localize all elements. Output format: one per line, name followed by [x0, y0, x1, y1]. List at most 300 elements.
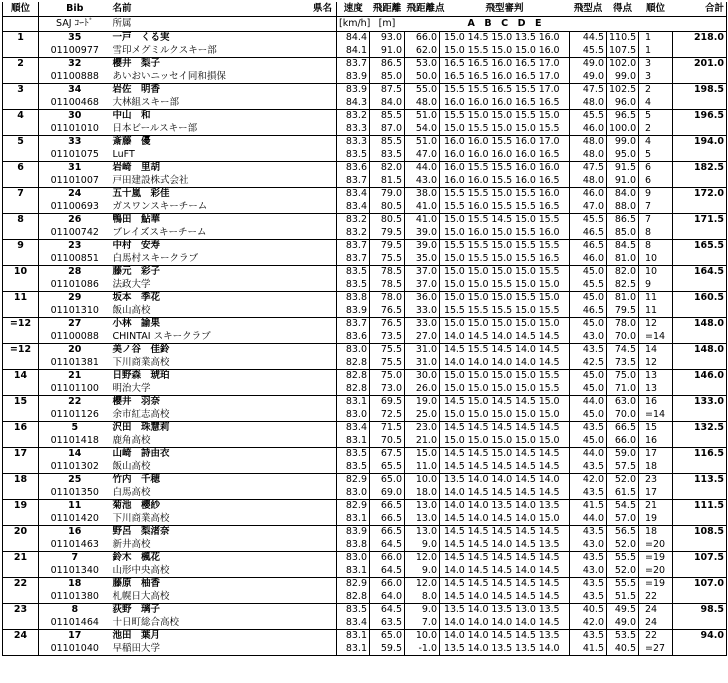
points-1: 74.5: [607, 344, 639, 357]
header-distance: 飛距離: [370, 2, 405, 17]
distance-2: 65.5: [370, 461, 405, 474]
athlete-row-second: [3, 305, 727, 318]
points-1: 81.0: [607, 292, 639, 305]
distance-2: 64.5: [370, 565, 405, 578]
club: 法政大学: [112, 278, 151, 290]
points-1: 78.0: [607, 318, 639, 331]
rank: =12: [3, 344, 39, 357]
athlete-name: 藤元 彩子: [111, 266, 337, 279]
rank: 21: [3, 552, 39, 565]
judge-scores-1: 16.0 15.5 15.5 16.0 16.0: [440, 162, 570, 175]
distance-1: 66.5: [370, 526, 405, 539]
judge-scores-2: 15.0 15.0 15.0 15.0 15.5: [440, 383, 570, 396]
rank: 11: [3, 292, 39, 305]
distance-1: 93.0: [370, 32, 405, 45]
order-2: 12: [639, 357, 673, 370]
distance-1: 78.5: [370, 266, 405, 279]
header-total: 合計: [673, 2, 727, 17]
distance-points-2: 48.0: [405, 97, 440, 110]
header-speed: 速度: [337, 2, 370, 17]
total: 165.5: [673, 240, 727, 253]
athlete-row: [3, 344, 727, 357]
speed-2: 83.8: [337, 539, 370, 552]
athlete-name: 沢田 珠慧莉: [111, 422, 337, 435]
header-style-points: 飛型点: [570, 2, 607, 17]
order-2: 8: [639, 227, 673, 240]
distance-points-2: 9.0: [405, 565, 440, 578]
header-pref-label: 県名: [312, 2, 332, 14]
judge-scores-1: 15.5 15.5 15.0 15.5 16.0: [440, 188, 570, 201]
speed-2: 84.3: [337, 97, 370, 110]
distance-1: 66.0: [370, 578, 405, 591]
judge-scores-1: 14.5 15.0 14.5 14.5 15.0: [440, 396, 570, 409]
club: ブレイズスキーチーム: [112, 226, 207, 238]
total: 148.0: [673, 318, 727, 331]
distance-points-2: 31.0: [405, 357, 440, 370]
bib: 29: [39, 292, 111, 305]
order-1: 2: [639, 84, 673, 97]
club: 白馬村スキークラブ: [112, 252, 199, 264]
club: 新井高校: [112, 538, 151, 550]
style-points-1: 43.5: [570, 630, 607, 643]
distance-points-2: 39.0: [405, 227, 440, 240]
athlete-name: 竹内 千穂: [111, 474, 337, 487]
judge-scores-1: 15.0 15.0 15.0 15.0 15.5: [440, 370, 570, 383]
header-name: [111, 2, 337, 17]
judge-scores-1: 13.5 14.0 13.5 13.0 13.5: [440, 604, 570, 617]
distance-points-2: 33.0: [405, 305, 440, 318]
saj-code: 01101007: [50, 174, 99, 186]
distance-points-2: 25.0: [405, 409, 440, 422]
style-points-1: 47.5: [570, 162, 607, 175]
speed-1: 83.2: [337, 110, 370, 123]
points-2: 96.0: [607, 97, 639, 110]
points-1: 52.0: [607, 474, 639, 487]
club: 早稲田大学: [111, 643, 337, 656]
judge-scores-2: 14.5 14.0 14.5 14.0 15.0: [440, 513, 570, 526]
style-points-2: 43.5: [570, 461, 607, 474]
header-judges: 飛型審判: [440, 2, 570, 17]
total: 132.5: [673, 422, 727, 435]
distance-1: 79.0: [370, 188, 405, 201]
saj-code: 01101420: [50, 512, 99, 524]
header-row-2: [3, 17, 727, 32]
speed-2: 83.0: [337, 487, 370, 500]
judge-scores-1: 14.0 14.0 14.5 14.5 13.5: [440, 630, 570, 643]
style-points-2: 45.0: [570, 409, 607, 422]
club: 十日町総合高校: [112, 616, 180, 628]
header-order: 順位: [639, 2, 673, 17]
bib: 18: [39, 578, 111, 591]
order-1: 23: [639, 474, 673, 487]
points-1: 91.5: [607, 162, 639, 175]
saj-code: 01100468: [50, 96, 99, 108]
order-1: 21: [639, 500, 673, 513]
club: 余市紅志高校: [112, 408, 170, 420]
judge-scores-2: 15.5 15.5 15.5 15.0 15.5: [440, 305, 570, 318]
order-1: 24: [639, 604, 673, 617]
distance-points-1: 10.0: [405, 474, 440, 487]
order-1: 12: [639, 318, 673, 331]
athlete-row: [3, 604, 727, 617]
athlete-row-second: [3, 513, 727, 526]
style-points-2: 46.5: [570, 227, 607, 240]
order-1: 1: [639, 32, 673, 45]
bib: 8: [39, 604, 111, 617]
order-1: 22: [639, 630, 673, 643]
athlete-name: 鴨田 鮎華: [111, 214, 337, 227]
athlete-row: [3, 578, 727, 591]
points-2: 52.0: [607, 565, 639, 578]
athlete-row-second: [3, 45, 727, 58]
style-points-1: 44.5: [570, 32, 607, 45]
athlete-name: 岩崎 里胡: [111, 162, 337, 175]
total: 148.0: [673, 344, 727, 357]
distance-points-1: 30.0: [405, 370, 440, 383]
style-points-2: 41.5: [570, 643, 607, 656]
athlete-row: [3, 630, 727, 643]
judge-scores-1: 15.0 15.0 15.0 15.0 15.5: [440, 266, 570, 279]
style-points-2: 46.0: [570, 123, 607, 136]
style-points-2: 44.0: [570, 513, 607, 526]
distance-2: 69.0: [370, 487, 405, 500]
header-speed-unit: [km/h]: [337, 17, 370, 32]
athlete-name: 山崎 詩由衣: [111, 448, 337, 461]
speed-1: 83.5: [337, 266, 370, 279]
total: 111.5: [673, 500, 727, 513]
bib: 34: [39, 84, 111, 97]
order-2: 11: [639, 305, 673, 318]
distance-points-1: 23.0: [405, 422, 440, 435]
club: 札幌日大高校: [112, 590, 170, 602]
rank: 3: [3, 84, 39, 97]
total: 160.5: [673, 292, 727, 305]
order-1: 11: [639, 292, 673, 305]
rank: 14: [3, 370, 39, 383]
header-distance-points: 飛距離点: [405, 2, 440, 17]
athlete-row: [3, 84, 727, 97]
distance-points-1: 55.0: [405, 84, 440, 97]
athlete-row: [3, 110, 727, 123]
style-points-2: 42.5: [570, 357, 607, 370]
bib: 31: [39, 162, 111, 175]
points-1: 110.5: [607, 32, 639, 45]
bib: 7: [39, 552, 111, 565]
athlete-row: [3, 500, 727, 513]
speed-1: 82.9: [337, 474, 370, 487]
athlete-name: 荻野 璃子: [111, 604, 337, 617]
distance-2: 83.5: [370, 149, 405, 162]
distance-1: 86.5: [370, 58, 405, 71]
distance-points-2: 50.0: [405, 71, 440, 84]
points-1: 63.0: [607, 396, 639, 409]
total: 196.5: [673, 110, 727, 123]
header-distance-unit: [m]: [370, 17, 405, 32]
judge-scores-1: 15.0 14.5 15.0 13.5 16.0: [440, 32, 570, 45]
distance-points-1: 38.0: [405, 188, 440, 201]
athlete-row-second: [3, 97, 727, 110]
style-points-1: 46.0: [570, 188, 607, 201]
order-1: 15: [639, 422, 673, 435]
athlete-row-second: [3, 643, 727, 656]
club: 大林組スキー部: [112, 96, 180, 108]
athlete-row: [3, 214, 727, 227]
athlete-row-second: [3, 539, 727, 552]
total: 218.0: [673, 32, 727, 45]
style-points-1: 45.0: [570, 266, 607, 279]
points-1: 75.0: [607, 370, 639, 383]
rank: 23: [3, 604, 39, 617]
rank: 19: [3, 500, 39, 513]
order-1: =19: [639, 552, 673, 565]
points-2: 107.5: [607, 45, 639, 58]
style-points-1: 40.5: [570, 604, 607, 617]
speed-1: 83.8: [337, 292, 370, 305]
saj-code: 01100742: [50, 226, 99, 238]
distance-points-1: 66.0: [405, 32, 440, 45]
order-1: 6: [639, 162, 673, 175]
distance-2: 66.5: [370, 513, 405, 526]
total: 133.0: [673, 396, 727, 409]
distance-points-1: 44.0: [405, 162, 440, 175]
points-1: 53.5: [607, 630, 639, 643]
judge-scores-2: 15.0 15.0 15.0 15.0 15.0: [440, 409, 570, 422]
bib: 35: [39, 32, 111, 45]
style-points-1: 45.0: [570, 318, 607, 331]
saj-code: 01101381: [50, 356, 99, 368]
style-points-2: 48.0: [570, 175, 607, 188]
distance-1: 76.5: [370, 318, 405, 331]
speed-2: 83.3: [337, 123, 370, 136]
points-1: 49.5: [607, 604, 639, 617]
distance-2: 75.5: [370, 253, 405, 266]
style-points-2: 45.0: [570, 435, 607, 448]
rank: 9: [3, 240, 39, 253]
speed-2: 83.2: [337, 227, 370, 240]
athlete-row-second: [3, 435, 727, 448]
speed-2: 83.5: [337, 461, 370, 474]
club: 山形中央高校: [112, 564, 170, 576]
points-2: 99.0: [607, 71, 639, 84]
speed-2: 83.1: [337, 643, 370, 656]
club: 日本ビールスキー部: [112, 122, 198, 134]
judge-scores-1: 15.5 15.5 15.0 15.5 15.5: [440, 240, 570, 253]
total: 94.0: [673, 630, 727, 643]
distance-points-1: 10.0: [405, 630, 440, 643]
style-points-1: 45.0: [570, 370, 607, 383]
bib: 28: [39, 266, 111, 279]
judge-scores-1: 14.0 14.0 13.5 14.0 13.5: [440, 500, 570, 513]
rank: 24: [3, 630, 39, 643]
order-1: 8: [639, 240, 673, 253]
order-2: =20: [639, 539, 673, 552]
rank: 17: [3, 448, 39, 461]
style-points-2: 45.5: [570, 279, 607, 292]
judge-scores-2: 13.5 14.0 13.5 13.5 14.0: [440, 643, 570, 656]
distance-2: 70.5: [370, 435, 405, 448]
rank: 6: [3, 162, 39, 175]
saj-code: 01100977: [50, 44, 99, 56]
bib: 32: [39, 58, 111, 71]
distance-points-2: 18.0: [405, 487, 440, 500]
athlete-row: [3, 370, 727, 383]
judge-scores-1: 15.0 15.5 14.5 15.0 15.5: [440, 214, 570, 227]
speed-1: 83.1: [337, 630, 370, 643]
order-2: 10: [639, 253, 673, 266]
distance-points-2: 54.0: [405, 123, 440, 136]
rank: 10: [3, 266, 39, 279]
total: 107.0: [673, 578, 727, 591]
points-2: 91.0: [607, 175, 639, 188]
bib: 23: [39, 240, 111, 253]
saj-code: 01101463: [50, 538, 99, 550]
bib: 22: [39, 396, 111, 409]
judge-scores-1: 14.5 14.5 14.5 14.5 14.5: [440, 552, 570, 565]
speed-2: 83.4: [337, 617, 370, 630]
order-2: 22: [639, 591, 673, 604]
distance-points-1: 15.0: [405, 448, 440, 461]
judge-scores-2: 14.0 14.5 14.5 14.0 14.5: [440, 565, 570, 578]
points-2: 52.0: [607, 539, 639, 552]
distance-points-2: 47.0: [405, 149, 440, 162]
style-points-2: 49.0: [570, 71, 607, 84]
distance-1: 85.5: [370, 136, 405, 149]
distance-points-1: 12.0: [405, 552, 440, 565]
points-2: 100.0: [607, 123, 639, 136]
bib: 20: [39, 344, 111, 357]
distance-points-1: 53.0: [405, 58, 440, 71]
style-points-1: 49.0: [570, 58, 607, 71]
club: 下川商業高校: [112, 356, 170, 368]
athlete-row-second: [3, 123, 727, 136]
distance-1: 65.0: [370, 630, 405, 643]
saj-code: 01101086: [50, 278, 99, 290]
athlete-row-second: [3, 175, 727, 188]
rank: 18: [3, 474, 39, 487]
rank: =12: [3, 318, 39, 331]
athlete-row: [3, 318, 727, 331]
distance-points-1: 31.0: [405, 344, 440, 357]
judge-scores-2: 14.0 14.0 14.0 14.0 14.5: [440, 357, 570, 370]
style-points-1: 43.5: [570, 578, 607, 591]
header-saj-code: SAJ ｺｰﾄﾞ: [39, 17, 111, 32]
athlete-name: 櫻井 羽奈: [111, 396, 337, 409]
club: ガスワンスキーチーム: [112, 200, 208, 212]
order-2: =27: [639, 643, 673, 656]
saj-code: 01101310: [50, 304, 99, 316]
style-points-2: 47.0: [570, 201, 607, 214]
saj-code: 01101126: [50, 408, 99, 420]
speed-1: 83.0: [337, 344, 370, 357]
distance-2: 91.0: [370, 45, 405, 58]
style-points-1: 41.5: [570, 500, 607, 513]
distance-points-2: 13.0: [405, 513, 440, 526]
athlete-name: 美ノ谷 佳鈴: [111, 344, 337, 357]
judge-scores-1: 15.0 15.0 15.0 15.0 15.0: [440, 318, 570, 331]
athlete-name: 五十嵐 彩佳: [111, 188, 337, 201]
athlete-name: 野呂 梨渚奈: [111, 526, 337, 539]
distance-1: 87.5: [370, 84, 405, 97]
total: 171.5: [673, 214, 727, 227]
athlete-row: [3, 448, 727, 461]
distance-1: 85.5: [370, 110, 405, 123]
judge-scores-1: 15.5 15.5 16.5 15.5 17.0: [440, 84, 570, 97]
style-points-2: 42.0: [570, 617, 607, 630]
style-points-1: 43.5: [570, 422, 607, 435]
athlete-name: 岩佐 明香: [111, 84, 337, 97]
points-2: 61.5: [607, 487, 639, 500]
points-2: 70.0: [607, 331, 639, 344]
judge-scores-2: 14.5 14.5 14.0 14.5 13.5: [440, 539, 570, 552]
distance-1: 78.0: [370, 292, 405, 305]
points-2: 70.0: [607, 409, 639, 422]
speed-1: 83.9: [337, 526, 370, 539]
style-points-1: 43.5: [570, 344, 607, 357]
saj-code: 01100888: [50, 70, 99, 82]
points-2: 95.0: [607, 149, 639, 162]
header-points: 得点: [607, 2, 639, 17]
athlete-row-second: [3, 565, 727, 578]
style-points-1: 45.5: [570, 214, 607, 227]
club: 飯山高校: [112, 460, 151, 472]
distance-points-1: 51.0: [405, 136, 440, 149]
total: 116.5: [673, 448, 727, 461]
speed-1: 83.7: [337, 240, 370, 253]
distance-2: 72.5: [370, 409, 405, 422]
order-2: 18: [639, 461, 673, 474]
distance-2: 78.5: [370, 279, 405, 292]
athlete-row-second: [3, 487, 727, 500]
distance-2: 75.5: [370, 357, 405, 370]
order-2: 7: [639, 201, 673, 214]
points-2: 71.0: [607, 383, 639, 396]
athlete-row: [3, 396, 727, 409]
judge-scores-1: 16.0 16.0 15.5 16.0 17.0: [440, 136, 570, 149]
points-2: 40.5: [607, 643, 639, 656]
points-1: 84.0: [607, 188, 639, 201]
athlete-row: [3, 188, 727, 201]
athlete-row: [3, 474, 727, 487]
points-1: 59.0: [607, 448, 639, 461]
distance-points-1: 19.0: [405, 396, 440, 409]
athlete-row-second: [3, 201, 727, 214]
results-table: [2, 2, 727, 656]
order-1: 17: [639, 448, 673, 461]
judge-scores-1: 14.5 14.5 14.5 14.5 14.5: [440, 526, 570, 539]
bib: 11: [39, 500, 111, 513]
bib: 26: [39, 214, 111, 227]
points-1: 66.5: [607, 422, 639, 435]
style-points-2: 48.0: [570, 97, 607, 110]
athlete-row: [3, 292, 727, 305]
order-2: 16: [639, 435, 673, 448]
judge-scores-2: 16.0 16.0 16.0 16.5 16.5: [440, 97, 570, 110]
speed-2: 83.4: [337, 201, 370, 214]
style-points-2: 43.5: [570, 487, 607, 500]
total: 164.5: [673, 266, 727, 279]
athlete-row-second: [3, 227, 727, 240]
distance-1: 66.0: [370, 552, 405, 565]
speed-2: 83.6: [337, 331, 370, 344]
athlete-name: 鈴木 楓花: [111, 552, 337, 565]
judge-scores-1: 14.5 14.5 15.0 14.5 14.5: [440, 448, 570, 461]
athlete-name: 斎藤 優: [111, 136, 337, 149]
style-points-2: 43.5: [570, 591, 607, 604]
rank: 2: [3, 58, 39, 71]
athlete-row: [3, 526, 727, 539]
distance-points-2: 7.0: [405, 617, 440, 630]
speed-1: 83.1: [337, 396, 370, 409]
